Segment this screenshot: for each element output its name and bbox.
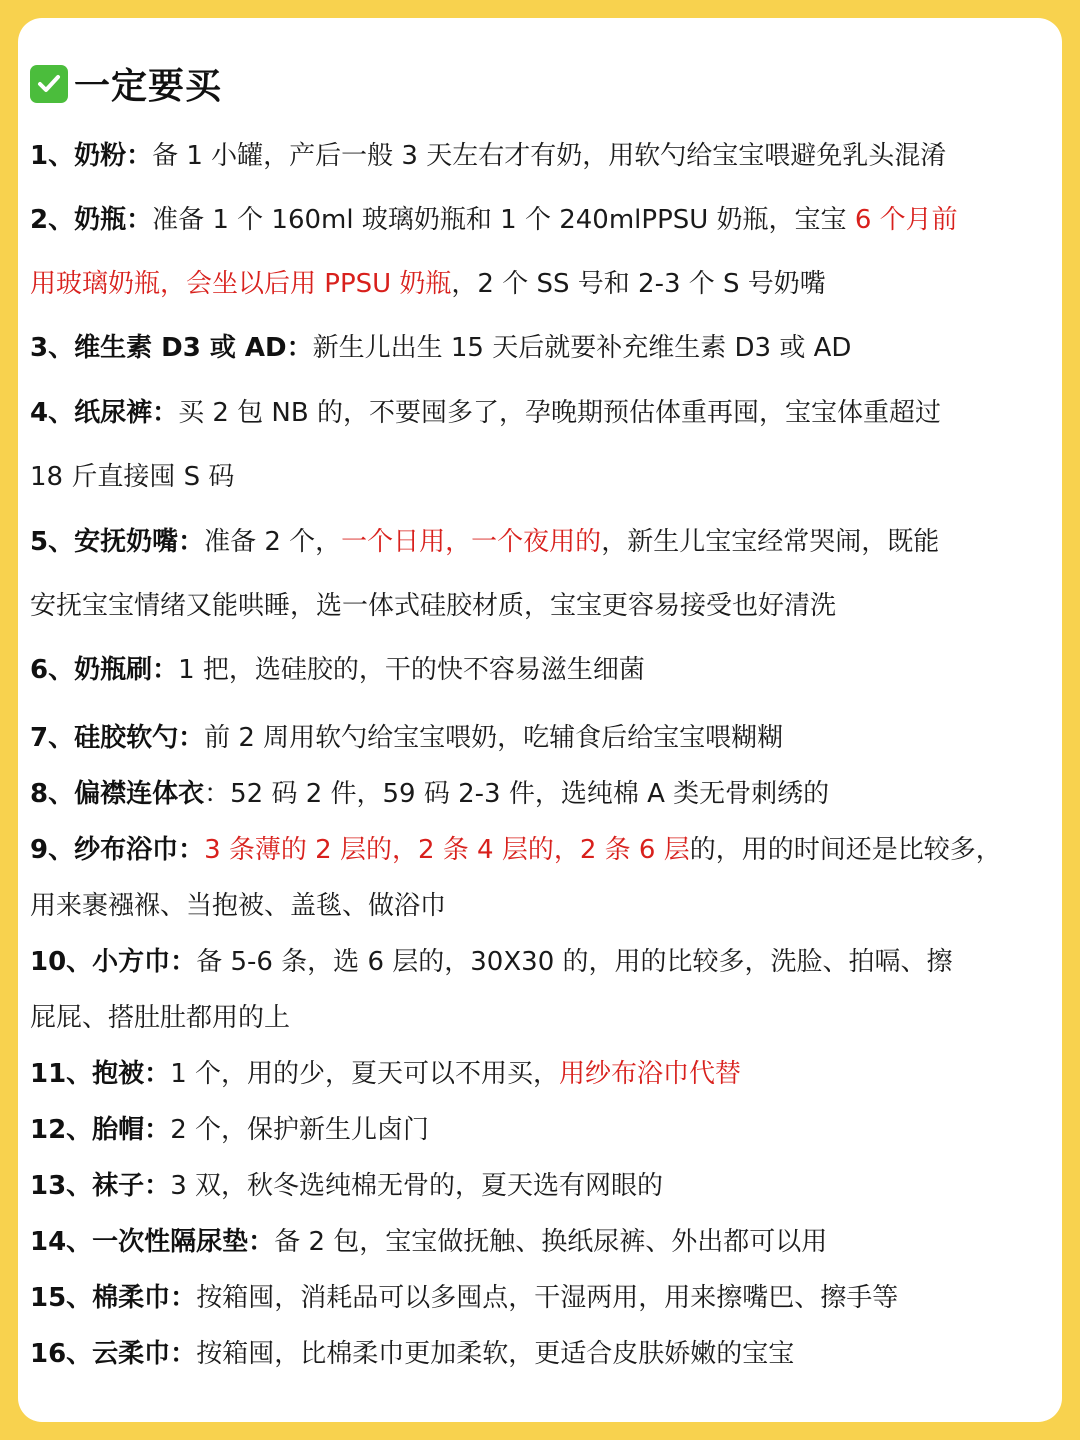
list-item	[30, 1270, 1050, 1326]
item-text: 的，用的时间还是比较多，	[689, 835, 1002, 865]
list-item-continuation	[30, 574, 1050, 638]
item-text: 1 把，选硅胶的，干的快不容易滋生细菌	[178, 655, 645, 685]
item-text: 用来裹襁褓、当抱被、盖毯、做浴巾	[30, 891, 447, 921]
item-label: 11、抱被：	[30, 1059, 171, 1089]
list-item	[30, 188, 1050, 252]
section-heading	[30, 58, 222, 109]
item-highlight: 用纱布浴巾代替	[559, 1059, 742, 1089]
list-item-continuation	[30, 990, 1050, 1046]
item-label: 1、奶粉：	[30, 141, 153, 171]
item-text: 备 1 小罐，产后一般 3 天左右才有奶，用软勺给宝宝喂避免乳头混淆	[152, 141, 947, 171]
item-label: 8、偏襟连体衣	[30, 779, 205, 809]
item-label: 13、袜子：	[30, 1171, 171, 1201]
check-mark-icon	[30, 65, 68, 103]
item-text: 前 2 周用软勺给宝宝喂奶，吃辅食后给宝宝喂糊糊	[204, 723, 784, 753]
item-highlight: 6 个月前	[854, 205, 958, 235]
item-text: 按箱囤，比棉柔巾更加柔软，更适合皮肤娇嫩的宝宝	[196, 1339, 795, 1369]
item-label: 2、奶瓶：	[30, 205, 153, 235]
item-label: 4、纸尿裤：	[30, 398, 179, 428]
item-text: 备 2 包，宝宝做抚触、换纸尿裤、外出都可以用	[274, 1227, 828, 1257]
item-text: 2 个，保护新生儿卤门	[170, 1115, 429, 1145]
list-item	[30, 124, 1050, 188]
item-label: 6、奶瓶刷：	[30, 655, 179, 685]
item-text: ，新生儿宝宝经常哭闹，既能	[601, 527, 940, 557]
list-item	[30, 638, 1050, 702]
item-label: 5、安抚奶嘴：	[30, 527, 205, 557]
item-label: 16、云柔巾：	[30, 1339, 197, 1369]
item-text: 按箱囤，消耗品可以多囤点，干湿两用，用来擦嘴巴、擦手等	[196, 1283, 899, 1313]
item-text: ，2 个 SS 号和 2-3 个 S 号奶嘴	[451, 269, 826, 299]
item-text: 准备 1 个 160ml 玻璃奶瓶和 1 个 240mlPPSU 奶瓶，宝宝	[152, 205, 855, 235]
item-text: 买 2 包 NB 的，不要囤多了，孕晚期预估体重再囤，宝宝体重超过	[178, 398, 941, 428]
item-text: 准备 2 个，	[204, 527, 342, 557]
list-item	[30, 822, 1050, 878]
item-label: 14、一次性隔尿垫：	[30, 1227, 275, 1257]
item-label: 3、维生素 D3 或 AD：	[30, 333, 313, 363]
item-text: 安抚宝宝情绪又能哄睡，选一体式硅胶材质，宝宝更容易接受也好清洗	[30, 591, 837, 621]
item-text: 1 个，用的少，夏天可以不用买，	[170, 1059, 559, 1089]
list-item	[30, 1102, 1050, 1158]
item-highlight: 用玻璃奶瓶，会坐以后用 PPSU 奶瓶	[30, 269, 452, 299]
list-item	[30, 1326, 1050, 1382]
list-item	[30, 934, 1050, 990]
list-item	[30, 510, 1050, 574]
list-item	[30, 381, 1050, 445]
item-text: 屁屁、搭肚肚都用的上	[30, 1003, 291, 1033]
item-text: ：52 码 2 件，59 码 2-3 件，选纯棉 A 类无骨刺绣的	[204, 779, 830, 809]
item-text: 18 斤直接囤 S 码	[30, 462, 235, 492]
list-item	[30, 316, 1050, 380]
item-label: 10、小方巾：	[30, 947, 197, 977]
list-item	[30, 1214, 1050, 1270]
item-label: 15、棉柔巾：	[30, 1283, 197, 1313]
item-label: 9、纱布浴巾：	[30, 835, 205, 865]
item-highlight: 3 条薄的 2 层的，2 条 4 层的，2 条 6 层	[204, 835, 690, 865]
item-text: 新生儿出生 15 天后就要补充维生素 D3 或 AD	[312, 333, 852, 363]
list-item	[30, 710, 1050, 766]
document-page	[18, 18, 1062, 1422]
list-item	[30, 1046, 1050, 1102]
list-item	[30, 1158, 1050, 1214]
list-item-continuation	[30, 252, 1050, 316]
item-label: 12、胎帽：	[30, 1115, 171, 1145]
list-item-continuation	[30, 445, 1050, 509]
list-item-continuation	[30, 878, 1050, 934]
list-item	[30, 766, 1050, 822]
heading-title: 一定要买	[74, 66, 223, 107]
item-highlight: 一个日用，一个夜用的	[341, 527, 602, 557]
item-text: 备 5-6 条，选 6 层的，30X30 的，用的比较多，洗脸、拍嗝、擦	[196, 947, 953, 977]
item-label: 7、硅胶软勺：	[30, 723, 205, 753]
item-text: 3 双，秋冬选纯棉无骨的，夏天选有网眼的	[170, 1171, 663, 1201]
